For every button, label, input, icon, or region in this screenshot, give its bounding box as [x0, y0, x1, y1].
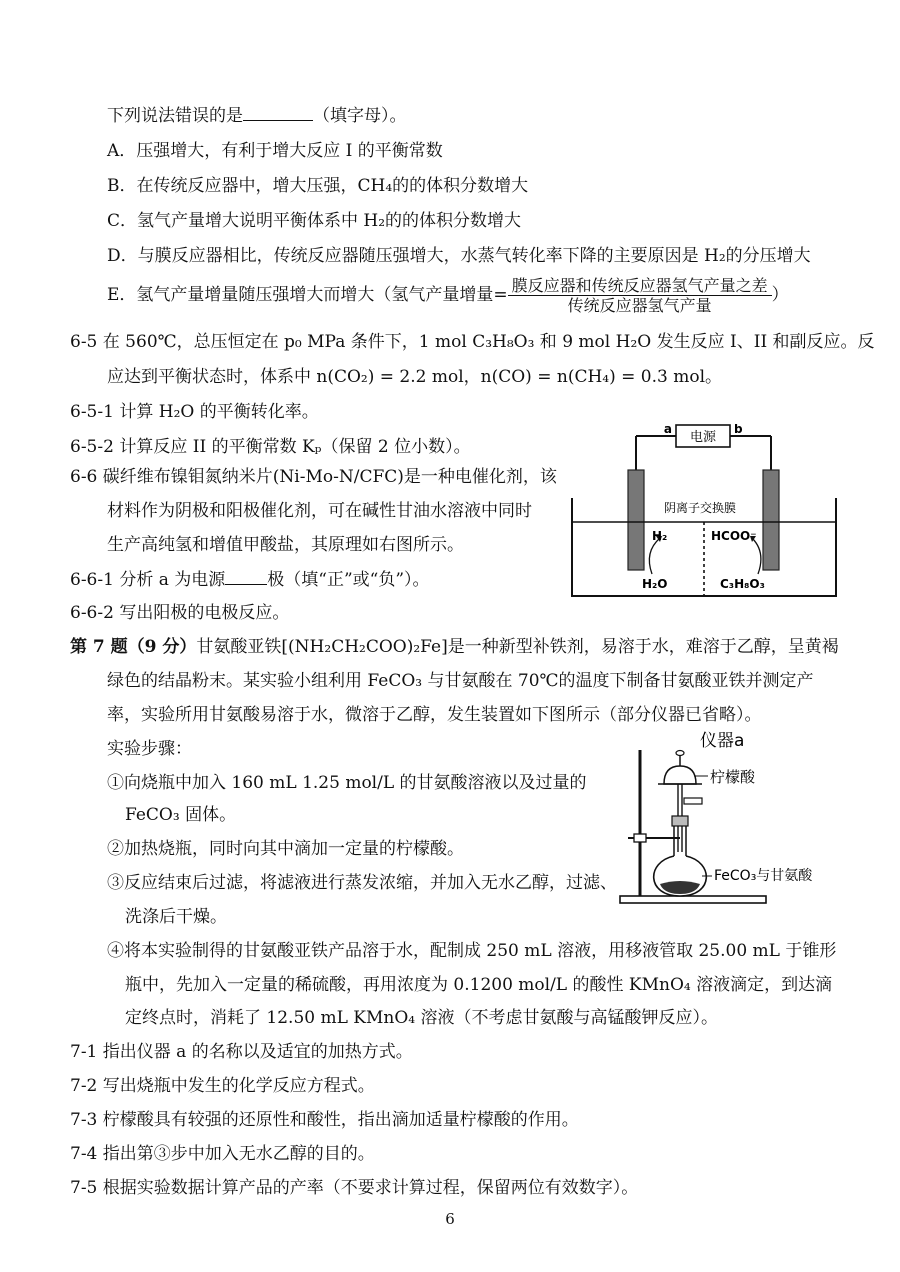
- q6-5-1: 6-5-1 计算 H₂O 的平衡转化率。: [70, 402, 319, 422]
- glycerol-label: C₃H₈O₃: [720, 577, 765, 591]
- q7-step-2: ②加热烧瓶，同时向其中滴加一定量的柠檬酸。: [107, 839, 464, 859]
- h2-label: H₂: [652, 529, 668, 543]
- q7-heading: 第 7 题（9 分）: [70, 637, 197, 657]
- q6-4-option-c: C．氢气产量增大说明平衡体系中 H₂的的体积分数增大: [107, 211, 522, 231]
- instrument-a-label: 仪器a: [700, 731, 745, 751]
- q6-5-2: 6-5-2 计算反应 II 的平衡常数 Kₚ（保留 2 位小数）。: [70, 437, 471, 457]
- q6-6-2: 6-6-2 写出阳极的电极反应。: [70, 603, 290, 623]
- q7-step-3b: 洗涤后干燥。: [125, 907, 227, 927]
- q6-5-line-2: 应达到平衡状态时，体系中 n(CO₂) = 2.2 mol，n(CO) = n(CH₄) = 0.3 mol。: [107, 367, 723, 387]
- q7-step-4a: ④将本实验制得的甘氨酸亚铁产品溶于水，配制成 250 mL 溶液，用移液管取 25.00 mL 于锥形: [107, 941, 837, 961]
- q6-4-option-b: B．在传统反应器中，增大压强，CH₄的的体积分数增大: [107, 176, 529, 196]
- stopper: [672, 816, 688, 826]
- q6-4-option-d: D．与膜反应器相比，传统反应器随压强增大，水蒸气转化率下降的主要原因是 H₂的分压增大: [107, 246, 811, 266]
- flask-contents-label: FeCO₃与甘氨酸: [714, 868, 813, 884]
- q7-3: 7-3 柠檬酸具有较强的还原性和酸性，指出滴加适量柠檬酸的作用。: [70, 1110, 579, 1130]
- q6-4-option-a: A．压强增大，有利于增大反应 I 的平衡常数: [107, 141, 443, 161]
- cathode-arrow: [649, 538, 660, 574]
- q7-step-1a: ①向烧瓶中加入 160 mL 1.25 mol/L 的甘氨酸溶液以及过量的: [107, 773, 587, 793]
- q7-5: 7-5 根据实验数据计算产品的产率（不要求计算过程，保留两位有效数字）。: [70, 1178, 639, 1198]
- terminal-a-label: a: [663, 424, 672, 436]
- membrane-label: 阴离子交换膜: [663, 501, 737, 515]
- q6-4-option-e: E．氢气产量增量随压强增大而增大（氢气产量增量= $\frac{\text{膜反应器和传统反应器氢气产量之差}}{\text{传统反应器氢气产量}}$ ）: [107, 276, 789, 315]
- terminal-b-label: b: [734, 424, 743, 436]
- funnel-stopper: [676, 751, 684, 756]
- q7-2: 7-2 写出烧瓶中发生的化学反应方程式。: [70, 1076, 375, 1096]
- answer-blank[interactable]: [243, 104, 313, 121]
- q7-step-4b: 瓶中，先加入一定量的稀硫酸，再用浓度为 0.1200 mol/L 的酸性 KMnO₄ 溶液滴定，到达滴: [125, 975, 833, 995]
- q6-6-line-2: 材料作为阴极和阳极催化剂，可在碱性甘油水溶液中同时: [107, 501, 532, 521]
- q7-step-1b: FeCO₃ 固体。: [125, 805, 237, 825]
- side-tube: [684, 798, 702, 804]
- apparatus-diagram: [612, 728, 852, 908]
- q6-5-line-1: 6-5 在 560℃，总压恒定在 p₀ MPa 条件下，1 mol C₃H₈O₃ 和 9 mol H₂O 发生反应 I、II 和副反应。反: [70, 332, 875, 352]
- q6-6-1: 6-6-1 分析 a 为电源 极（填“正”或“负”）。: [70, 570, 430, 590]
- q7-4: 7-4 指出第③步中加入无水乙醇的目的。: [70, 1144, 375, 1164]
- q7-step-3a: ③反应结束后过滤，将滤液进行蒸发浓缩，并加入无水乙醇，过滤、: [107, 873, 617, 893]
- q7-intro-line-2: 绿色的结晶粉末。某实验小组利用 FeCO₃ 与甘氨酸在 70℃的温度下制备甘氨酸亚铁并测定产: [107, 671, 814, 691]
- fraction: [508, 276, 772, 315]
- citric-acid-label: 柠檬酸: [710, 768, 756, 786]
- q7-1: 7-1 指出仪器 a 的名称以及适宜的加热方式。: [70, 1042, 413, 1062]
- electrolysis-cell-diagram: [568, 424, 840, 600]
- q6-4-prompt: 下列说法错误的是 （填字母）。: [107, 106, 407, 126]
- clamp-boss: [634, 834, 646, 842]
- power-source-label: 电源: [689, 430, 717, 445]
- formate-label: HCOO⁻: [711, 529, 757, 543]
- q6-6-line-1: 6-6 碳纤维布镍钼氮纳米片(Ni-Mo-N/CFC)是一种电催化剂，该: [70, 467, 557, 487]
- q7-steps-title: 实验步骤：: [107, 739, 192, 759]
- stand-base: [620, 896, 766, 903]
- dropping-funnel-bulb: [664, 766, 696, 784]
- q7-intro-line-1: 第 7 题（9 分）甘氨酸亚铁[(NH₂CH₂COO)₂Fe]是一种新型补铁剂，易溶于水，难溶于乙醇，呈黄褐: [70, 637, 839, 657]
- q6-6-line-3: 生产高纯氢和增值甲酸盐，其原理如右图所示。: [107, 535, 464, 555]
- fraction-denominator: 传统反应器氢气产量: [567, 296, 712, 315]
- page-number: 6: [445, 1210, 455, 1228]
- anode-arrow: [752, 538, 761, 574]
- right-electrode: [763, 470, 779, 570]
- answer-blank[interactable]: [225, 568, 267, 585]
- fraction-numerator: 膜反应器和传统反应器氢气产量之差: [508, 276, 772, 296]
- q7-intro-line-3: 率，实验所用甘氨酸易溶于水，微溶于乙醇，发生装置如下图所示（部分仪器已省略）。: [107, 705, 762, 725]
- left-electrode: [628, 470, 644, 570]
- q7-step-4c: 定终点时，消耗了 12.50 mL KMnO₄ 溶液（不考虑甘氨酸与高锰酸钾反应）。: [125, 1008, 718, 1028]
- water-label: H₂O: [642, 577, 668, 591]
